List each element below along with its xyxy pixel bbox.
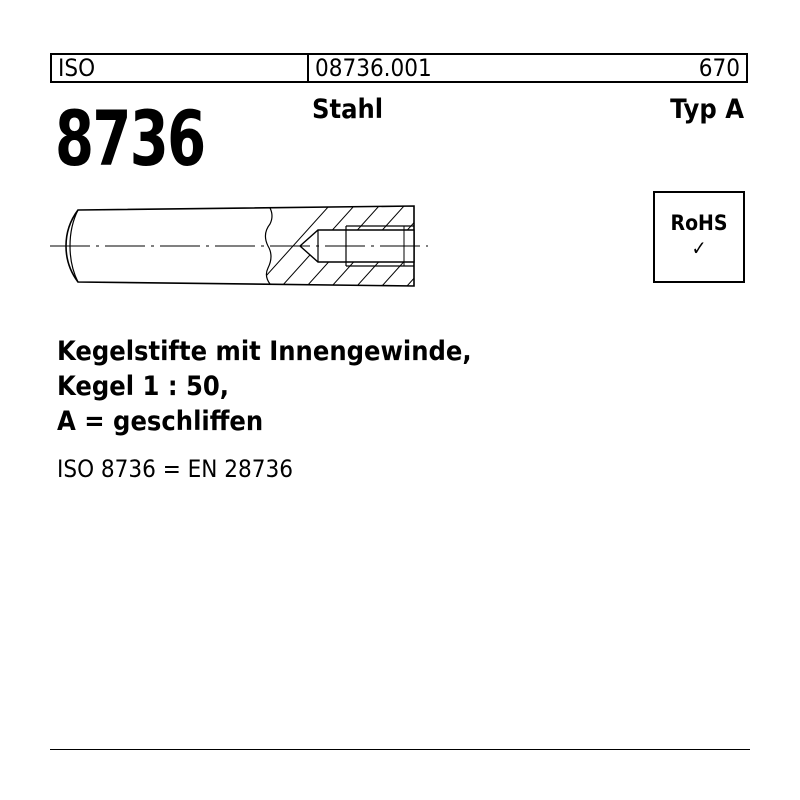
description-line: Kegelstifte mit Innengewinde, — [57, 336, 472, 367]
footer-divider — [50, 749, 750, 750]
header-table — [50, 53, 748, 83]
description-line: Kegel 1 : 50, — [57, 371, 230, 402]
description-line: A = geschliffen — [57, 406, 264, 437]
type-label: Typ A — [670, 94, 744, 125]
material-label: Stahl — [312, 94, 384, 125]
standard-number: 8736 — [55, 94, 205, 183]
standard-label: ISO — [52, 55, 309, 81]
product-description — [57, 334, 472, 439]
article-cell — [309, 55, 746, 81]
taper-pin-drawing — [48, 196, 438, 296]
check-icon: ✓ — [691, 236, 707, 260]
article-code: 670 — [698, 54, 740, 82]
rohs-badge — [653, 191, 745, 283]
standard-equivalence: ISO 8736 = EN 28736 — [57, 455, 293, 483]
rohs-label: RoHS — [670, 211, 728, 235]
article-number: 08736.001 — [315, 54, 432, 82]
